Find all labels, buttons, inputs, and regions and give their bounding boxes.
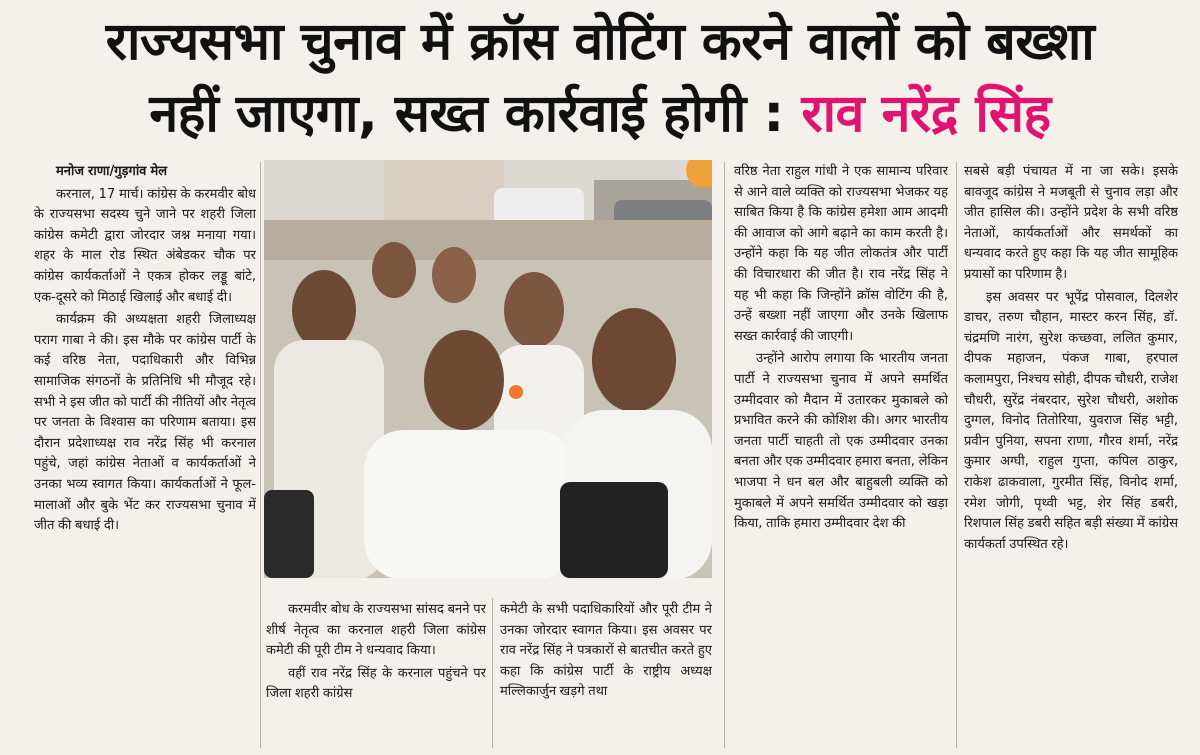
crowd-celebration-illustration <box>264 160 712 578</box>
article-column-2 <box>266 600 486 750</box>
article-column-4 <box>734 162 948 748</box>
col1-paragraph: करनाल, 17 मार्च। कांग्रेस के करमवीर बोध के राज्यसभा सदस्य चुने जाने पर शहरी जिला कांग्रेस कमेटी द्वारा जोरदार जश्न मनाया गया। शहर के माल रोड स्थित अंबेडकर चौक पर कांग्रेस कार्यकर्ताओं ने एकत्र होकर लड्डू बांटे, एक-दूसरे को मिठाई खिलाई और बधाई दी। <box>34 186 256 305</box>
column-divider <box>492 598 493 748</box>
col1-paragraph: कार्यक्रम की अध्यक्षता शहरी जिलाध्यक्ष पराग गाबा ने की। इस मौके पर कांग्रेस पार्टी के कई वरिष्ठ नेता, पदाधिकारी और विभिन्न सामाजिक संगठनों के प्रतिनिधि भी मौजूद रहे। सभी ने इस जीत को पार्टी की नीतियों और नेतृत्व पर जनता के विश्वास का परिणाम बताया। इस दौरान प्रदेशाध्यक्ष राव नरेंद्र सिंह भी करनाल पहुंचे, जहां कांग्रेस नेताओं व कार्यकर्ताओं ने उनका भव्य स्वागत किया। कार्यकर्ताओं ने फूल-मालाओं और बुके भेंट कर राज्यसभा चुनाव में जीत की बधाई दी। <box>34 312 256 534</box>
article-column-5 <box>964 162 1178 748</box>
col3-paragraph: कमेटी के सभी पदाधिकारियों और पूरी टीम ने उनका जोरदार स्वागत किया। इस अवसर पर राव नरेंद्र सिंह ने पत्रकारों से बातचीत करते हुए कहा कि कांग्रेस पार्टी के राष्ट्रीय अध्यक्ष मल्लिकार्जुन खड़गे तथा <box>500 602 712 700</box>
col2-paragraph: वहीं राव नरेंद्र सिंह के करनाल पहुंचने पर जिला शहरी कांग्रेस <box>266 665 486 702</box>
headline-separator: : <box>745 84 802 144</box>
article-column-1 <box>34 162 256 748</box>
column-divider <box>724 162 725 748</box>
col4-paragraph: उन्होंने आरोप लगाया कि भारतीय जनता पार्टी ने राज्यसभा चुनाव में अपने समर्थित उम्मीदवार को मैदान में उतारकर मुकाबले को प्रभावित करने की कोशिश की। अगर भारतीय जनता पार्टी चाहती तो एक उम्मीदवार उनका बनता और एक उम्मीदवार हमारा बनता, लेकिन भाजपा ने धन बल और बाहुबली व्यक्ति को मुकाबले में अपने समर्थित उम्मीदवार को खड़ा किया, ताकि हमारा उम्मीदवार देश की <box>734 351 948 532</box>
headline-line-2-main: नहीं जाएगा, सख्त कार्रवाई होगी <box>149 84 746 144</box>
news-photo <box>264 160 712 578</box>
headline-line-2 <box>0 78 1200 150</box>
column-divider <box>260 162 261 748</box>
col5-paragraph: सबसे बड़ी पंचायत में ना जा सके। इसके बावजूद कांग्रेस ने मजबूती से चुनाव लड़ा और जीत हासिल की। उन्होंने प्रदेश के सभी वरिष्ठ नेताओं, कार्यकर्ताओं और समर्थकों का धन्यवाद करते हुए कहा कि यह जीत सामूहिक प्रयासों का परिणाम है। <box>964 164 1178 282</box>
col5-paragraph: इस अवसर पर भूपेंद्र पोसवाल, दिलशेर डाचर, तरुण चौहान, मास्टर करन सिंह, डॉ. चंद्रमणि नारंग, सुरेश कच्छवा, ललित कुमार, दीपक महाजन, पंकज गाबा, हरपाल कलामपुरा, निश्चय सोही, दीपक चौधरी, राजेश चौधरी, सुरेंद्र नंबरदार, सुरेश चौधरी, अशोक दुग्गल, विनोद तितोरिया, युवराज सिंह भट्टी, प्रवीन पुनिया, सपना राणा, गौरव शर्मा, नरेंद्र कुमार अग्घी, राहुल गुप्ता, कपिल ठाकुर, राकेश ढाकवाला, गुरमीत सिंह, विनोद शर्मा, रमेश जोगी, पृथ्वी भट्ट, शेर सिंह डबरी, रिशपाल सिंह डबरी सहित बड़ी संख्या में कांग्रेस कार्यकर्ता उपस्थित रहे। <box>964 289 1178 552</box>
col4-paragraph: वरिष्ठ नेता राहुल गांधी ने एक सामान्य परिवार से आने वाले व्यक्ति को राज्यसभा भेजकर यह साबित किया है कि कांग्रेस हमेशा आम आदमी की आवाज को आगे बढ़ाने का काम करती है। उन्होंने कहा कि यह जीत लोकतंत्र और पार्टी की विचारधारा की जीत है। राव नरेंद्र सिंह ने यह भी कहा कि जिन्होंने क्रॉस वोटिंग की है, उन्हें बख्शा नहीं जाएगा और उनके खिलाफ सख्त कार्रवाई की जाएगी। <box>734 164 948 344</box>
column-divider <box>956 162 957 748</box>
article-column-3 <box>500 600 712 750</box>
byline: मनोज राणा/गुड़गांव मेल <box>56 164 168 179</box>
headline-line-1: राज्यसभा चुनाव में क्रॉस वोटिंग करने वालों को बख्शा <box>105 12 1095 72</box>
col2-paragraph: करमवीर बोध के राज्यसभा सांसद बनने पर शीर्ष नेतृत्व का करनाल शहरी जिला कांग्रेस कमेटी की पूरी टीम ने धन्यवाद किया। <box>266 602 486 659</box>
headline-speaker: राव नरेंद्र सिंह <box>801 84 1051 144</box>
headline <box>0 6 1200 150</box>
